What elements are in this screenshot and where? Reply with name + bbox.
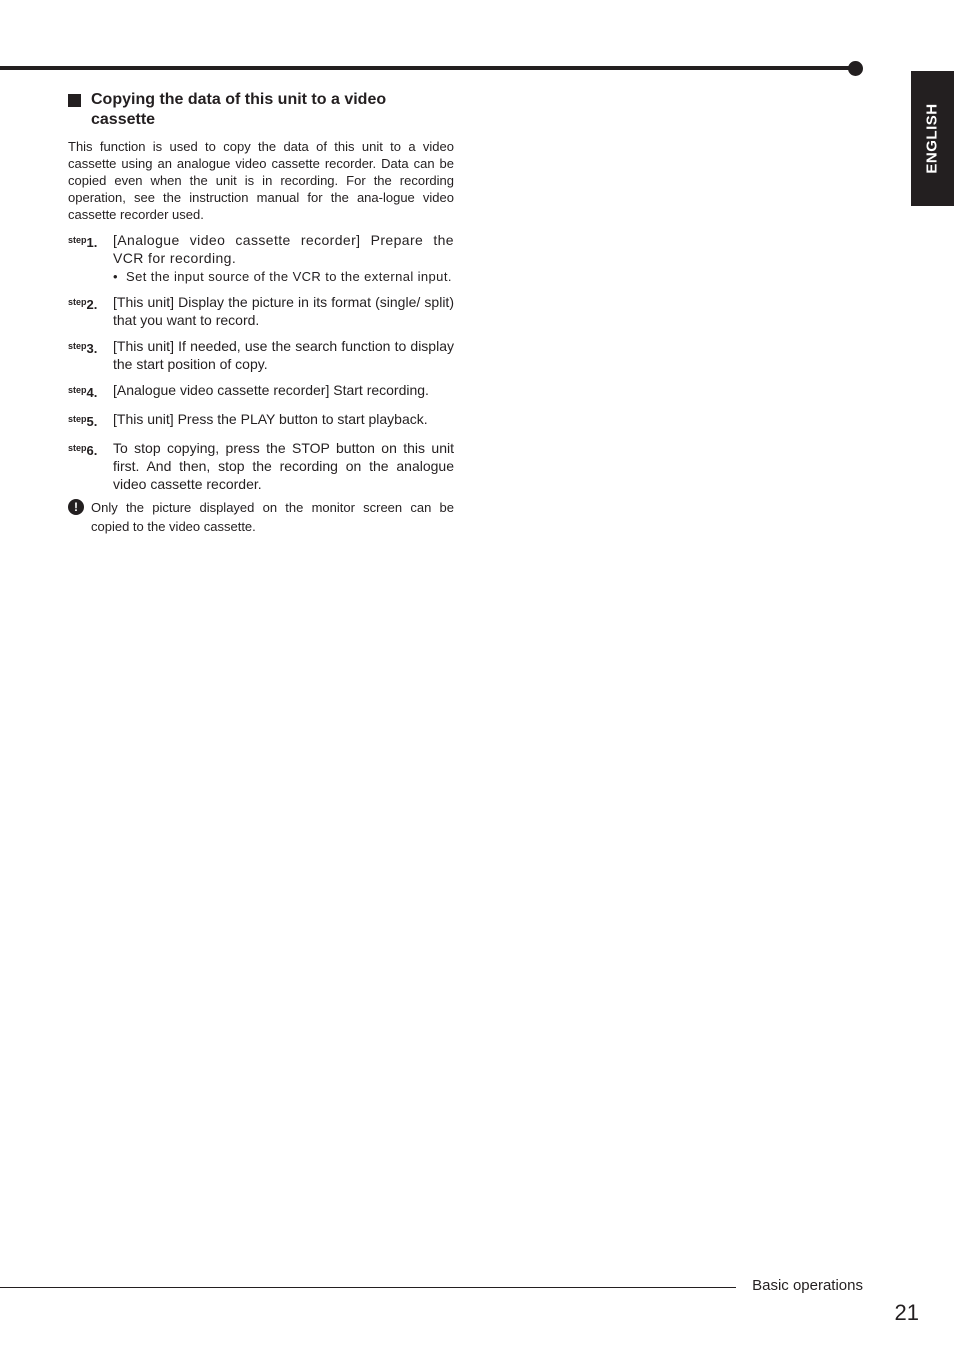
step-number: $^{step}$6. — [68, 443, 98, 458]
language-tab — [911, 71, 954, 206]
bullet-dot-icon: • — [113, 269, 118, 284]
step-2 — [68, 293, 454, 329]
step-5 — [68, 410, 454, 431]
language-tab-label: ENGLISH — [924, 103, 941, 174]
caution-icon: ! — [68, 499, 84, 515]
step-number: $^{step}$4. — [68, 385, 98, 400]
step-3 — [68, 337, 454, 373]
caution-text: Only the picture displayed on the monitor screen can be copied to the video cassette. — [91, 500, 454, 534]
section-content — [68, 90, 454, 536]
step-6 — [68, 439, 454, 493]
top-rule-end-dot — [848, 61, 863, 76]
section-title: Copying the data of this unit to a video cassette — [91, 91, 387, 128]
step-number: $^{step}$1. — [68, 235, 98, 250]
section-heading — [68, 90, 454, 130]
caution-note — [68, 498, 454, 536]
step-text: [This unit] Display the picture in its format (single/ split) that you want to record. — [113, 294, 454, 328]
intro-paragraph: This function is used to copy the data of this unit to a video cassette using an analogue video cassette recorder. Data can be copied even when the unit is in recording. For the recording operation, see the instruction manual for the ana-logue video cassette recorder used. — [68, 139, 454, 222]
step-text: [This unit] Press the PLAY button to start playback. — [113, 411, 428, 427]
step-1 — [68, 231, 454, 285]
step-number: $^{step}$5. — [68, 414, 98, 429]
step-number: $^{step}$2. — [68, 297, 98, 312]
page-number: 21 — [894, 1300, 919, 1325]
footer-section-label: Basic operations — [752, 1277, 863, 1294]
step-text: [This unit] If needed, use the search function to display the start position of copy. — [113, 338, 454, 372]
step-bullet: • Set the input source of the VCR to the external input. — [113, 269, 452, 284]
step-4 — [68, 381, 454, 402]
step-text: To stop copying, press the STOP button on this unit first. And then, stop the recording on the analogue video cassette recorder. — [113, 440, 454, 492]
step-number: $^{step}$3. — [68, 341, 98, 356]
step-text: [Analogue video cassette recorder] Prepare the VCR for recording. — [113, 232, 454, 266]
top-rule — [0, 66, 852, 70]
footer-rule — [0, 1287, 736, 1288]
square-bullet-icon — [68, 94, 81, 107]
step-text: [Analogue video cassette recorder] Start recording. — [113, 382, 429, 398]
